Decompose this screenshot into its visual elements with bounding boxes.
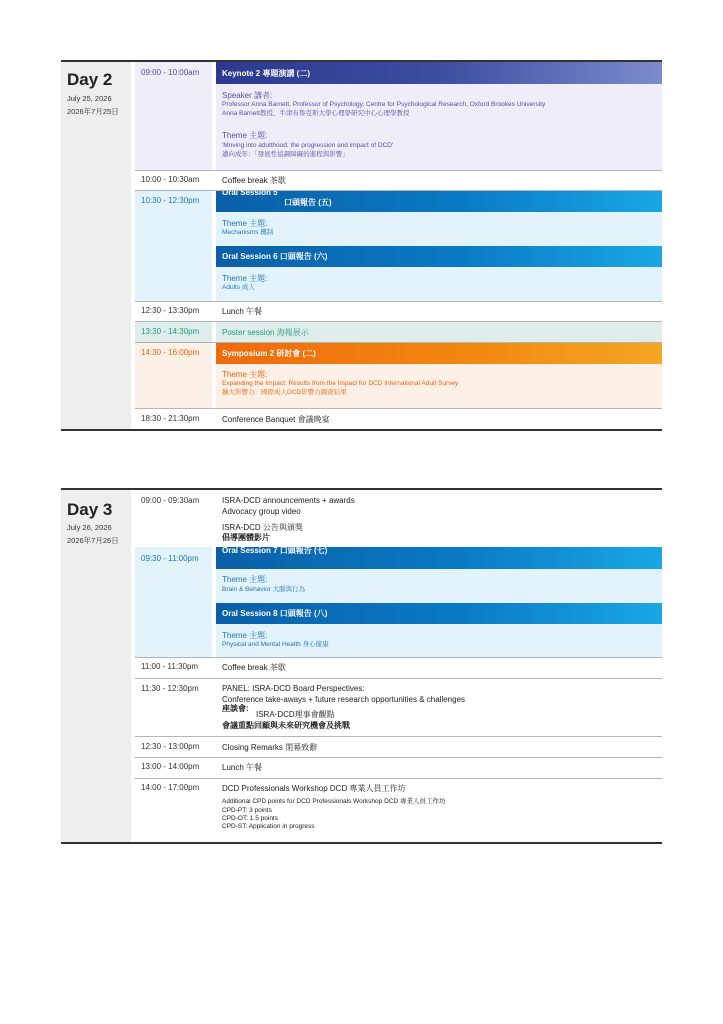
workshop-line5: CPD-ST: Application in progress xyxy=(222,823,315,830)
keynote-theme-en: 'Moving into adulthood: the progression and impact of DCD' xyxy=(222,142,394,149)
oral7-theme: Brain & Behavior 大腦與行為 xyxy=(222,586,306,593)
coffee3-time: 11:00 - 11:30pm xyxy=(141,662,199,671)
announce-line3: ISRA-DCD 公告與頒獎 xyxy=(222,523,303,532)
panel-line2: Conference take-aways + future research opportunities & challenges xyxy=(222,695,466,704)
coffee-time: 10:00 - 10:30am xyxy=(141,175,200,184)
symposium-bar: Symposium 2 研討會 (二) xyxy=(216,343,662,364)
divider xyxy=(135,678,662,679)
poster-label: Poster session 海報展示 xyxy=(222,328,309,337)
day3-label-column xyxy=(61,490,131,842)
oral6-theme: Adults 成人 xyxy=(222,284,255,291)
oral8-bar: Oral Session 8 口頭報告 (八) xyxy=(216,603,662,624)
oral5-theme: Mechanisms 機制 xyxy=(222,229,274,236)
day3-schedule xyxy=(61,488,662,844)
day3-title: Day 3 xyxy=(67,500,113,519)
day3-date-en: July 26, 2026 xyxy=(67,523,112,532)
banquet-label: Conference Banquet 會議晚宴 xyxy=(222,415,330,424)
oral8-theme-label: Theme 主題: xyxy=(222,631,268,640)
oral5-bar-zh: 口頭報告 (五) xyxy=(284,198,332,207)
closing-time: 12:30 - 13:00pm xyxy=(141,742,200,751)
day2-date-zh: 2026年7月25日 xyxy=(67,107,119,116)
symposium-theme-en: Expanding the Impact: Results from the Impact for DCD International Adult Survey xyxy=(222,380,459,387)
announce-line4: 倡導團體影片 xyxy=(222,533,270,542)
keynote-theme-label: Theme 主題: xyxy=(222,131,268,140)
day2-label-column xyxy=(61,62,131,429)
workshop-line1: DCD Professionals Workshop DCD 專業人員工作坊 xyxy=(222,784,406,793)
oral78-time-cell xyxy=(135,547,212,657)
announce-time: 09:00 - 09:30am xyxy=(141,496,200,505)
day3-date-zh: 2026年7月26日 xyxy=(67,536,119,545)
coffee3-label: Coffee break 茶歇 xyxy=(222,663,286,672)
lunch3-label: Lunch 午餐 xyxy=(222,763,263,772)
day2-schedule xyxy=(61,60,662,431)
workshop-line4: CPD-OT: 1.5 points xyxy=(222,815,278,822)
oral56-time: 10:30 - 12:30pm xyxy=(141,196,200,205)
workshop-time: 14:00 - 17:00pm xyxy=(141,783,200,792)
divider xyxy=(135,736,662,737)
oral6-bar: Oral Session 6 口頭報告 (六) xyxy=(216,246,662,267)
oral6-theme-label: Theme 主題: xyxy=(222,274,268,283)
divider xyxy=(135,408,662,409)
keynote-speaker-en: Professor Anna Barnett, Professor of Psychology, Centre for Psychological Research, Oxford Brookes University xyxy=(222,101,546,108)
day2-date-en: July 25, 2026 xyxy=(67,94,112,103)
keynote-time-cell xyxy=(135,62,212,170)
divider xyxy=(135,657,662,658)
keynote-theme-zh: 邁向成年：「發展性協調障礙的進程與影響」 xyxy=(222,151,349,158)
oral5-bar-en: Oral Session 5 xyxy=(222,191,278,197)
banquet-time: 18:30 - 21:30pm xyxy=(141,414,200,423)
oral7-theme-label: Theme 主題: xyxy=(222,575,268,584)
symposium-theme-label: Theme 主題: xyxy=(222,370,268,379)
lunch3-time: 13:00 - 14:00pm xyxy=(141,762,200,771)
announce-line1: ISRA-DCD announcements + awards xyxy=(222,496,355,505)
oral-time-cell xyxy=(135,191,212,301)
closing-label: Closing Remarks 閉幕致辭 xyxy=(222,743,318,752)
announce-line2: Advocacy group video xyxy=(222,507,301,516)
divider xyxy=(135,778,662,779)
oral7-bar-label: Oral Session 7 口頭報告 (七) xyxy=(222,547,328,555)
panel-line3a: 座談會: xyxy=(222,704,249,713)
workshop-line2: Additional CPD points for DCD Professionals Workshop DCD 專業人員工作坊 xyxy=(222,798,446,805)
lunch-label: Lunch 午餐 xyxy=(222,307,263,316)
oral7-bar xyxy=(216,547,662,569)
symposium-theme-zh: 擴大影響力：國際成人DCD影響力調查結果 xyxy=(222,389,347,396)
panel-line4: 會議重點回顧與未來研究機會及挑戰 xyxy=(222,721,350,730)
poster-time: 13:30 - 14:30pm xyxy=(141,327,200,336)
workshop-line3: CPD-PT: 3 points xyxy=(222,807,272,814)
panel-line3b: ISRA-DCD理事會觀點 xyxy=(256,710,335,719)
oral5-theme-label: Theme 主題: xyxy=(222,219,268,228)
oral78-time: 09:30 - 11:00pm xyxy=(141,554,199,563)
keynote-bar: Keynote 2 專題演講 (二) xyxy=(216,62,662,84)
day2-title: Day 2 xyxy=(67,70,113,89)
coffee-label: Coffee break 茶歇 xyxy=(222,176,286,185)
keynote-speaker-zh: Anna Barnett教授，牛津布魯克斯大學心理學研究中心心理學教授 xyxy=(222,110,410,117)
divider xyxy=(135,301,662,302)
oral5-bar xyxy=(216,191,662,212)
symposium-time: 14:30 - 16:00pm xyxy=(141,348,200,357)
keynote-time: 09:00 - 10:00am xyxy=(141,68,200,77)
divider xyxy=(135,757,662,758)
panel-time: 11:30 - 12:30pm xyxy=(141,684,199,693)
lunch-time: 12:30 - 13:30pm xyxy=(141,306,200,315)
panel-line1: PANEL: ISRA-DCD Board Perspectives: xyxy=(222,684,365,693)
keynote-speaker-label: Speaker 講者: xyxy=(222,91,273,100)
oral8-theme: Physical and Mental Health 身心健康 xyxy=(222,641,329,648)
divider xyxy=(135,170,662,171)
